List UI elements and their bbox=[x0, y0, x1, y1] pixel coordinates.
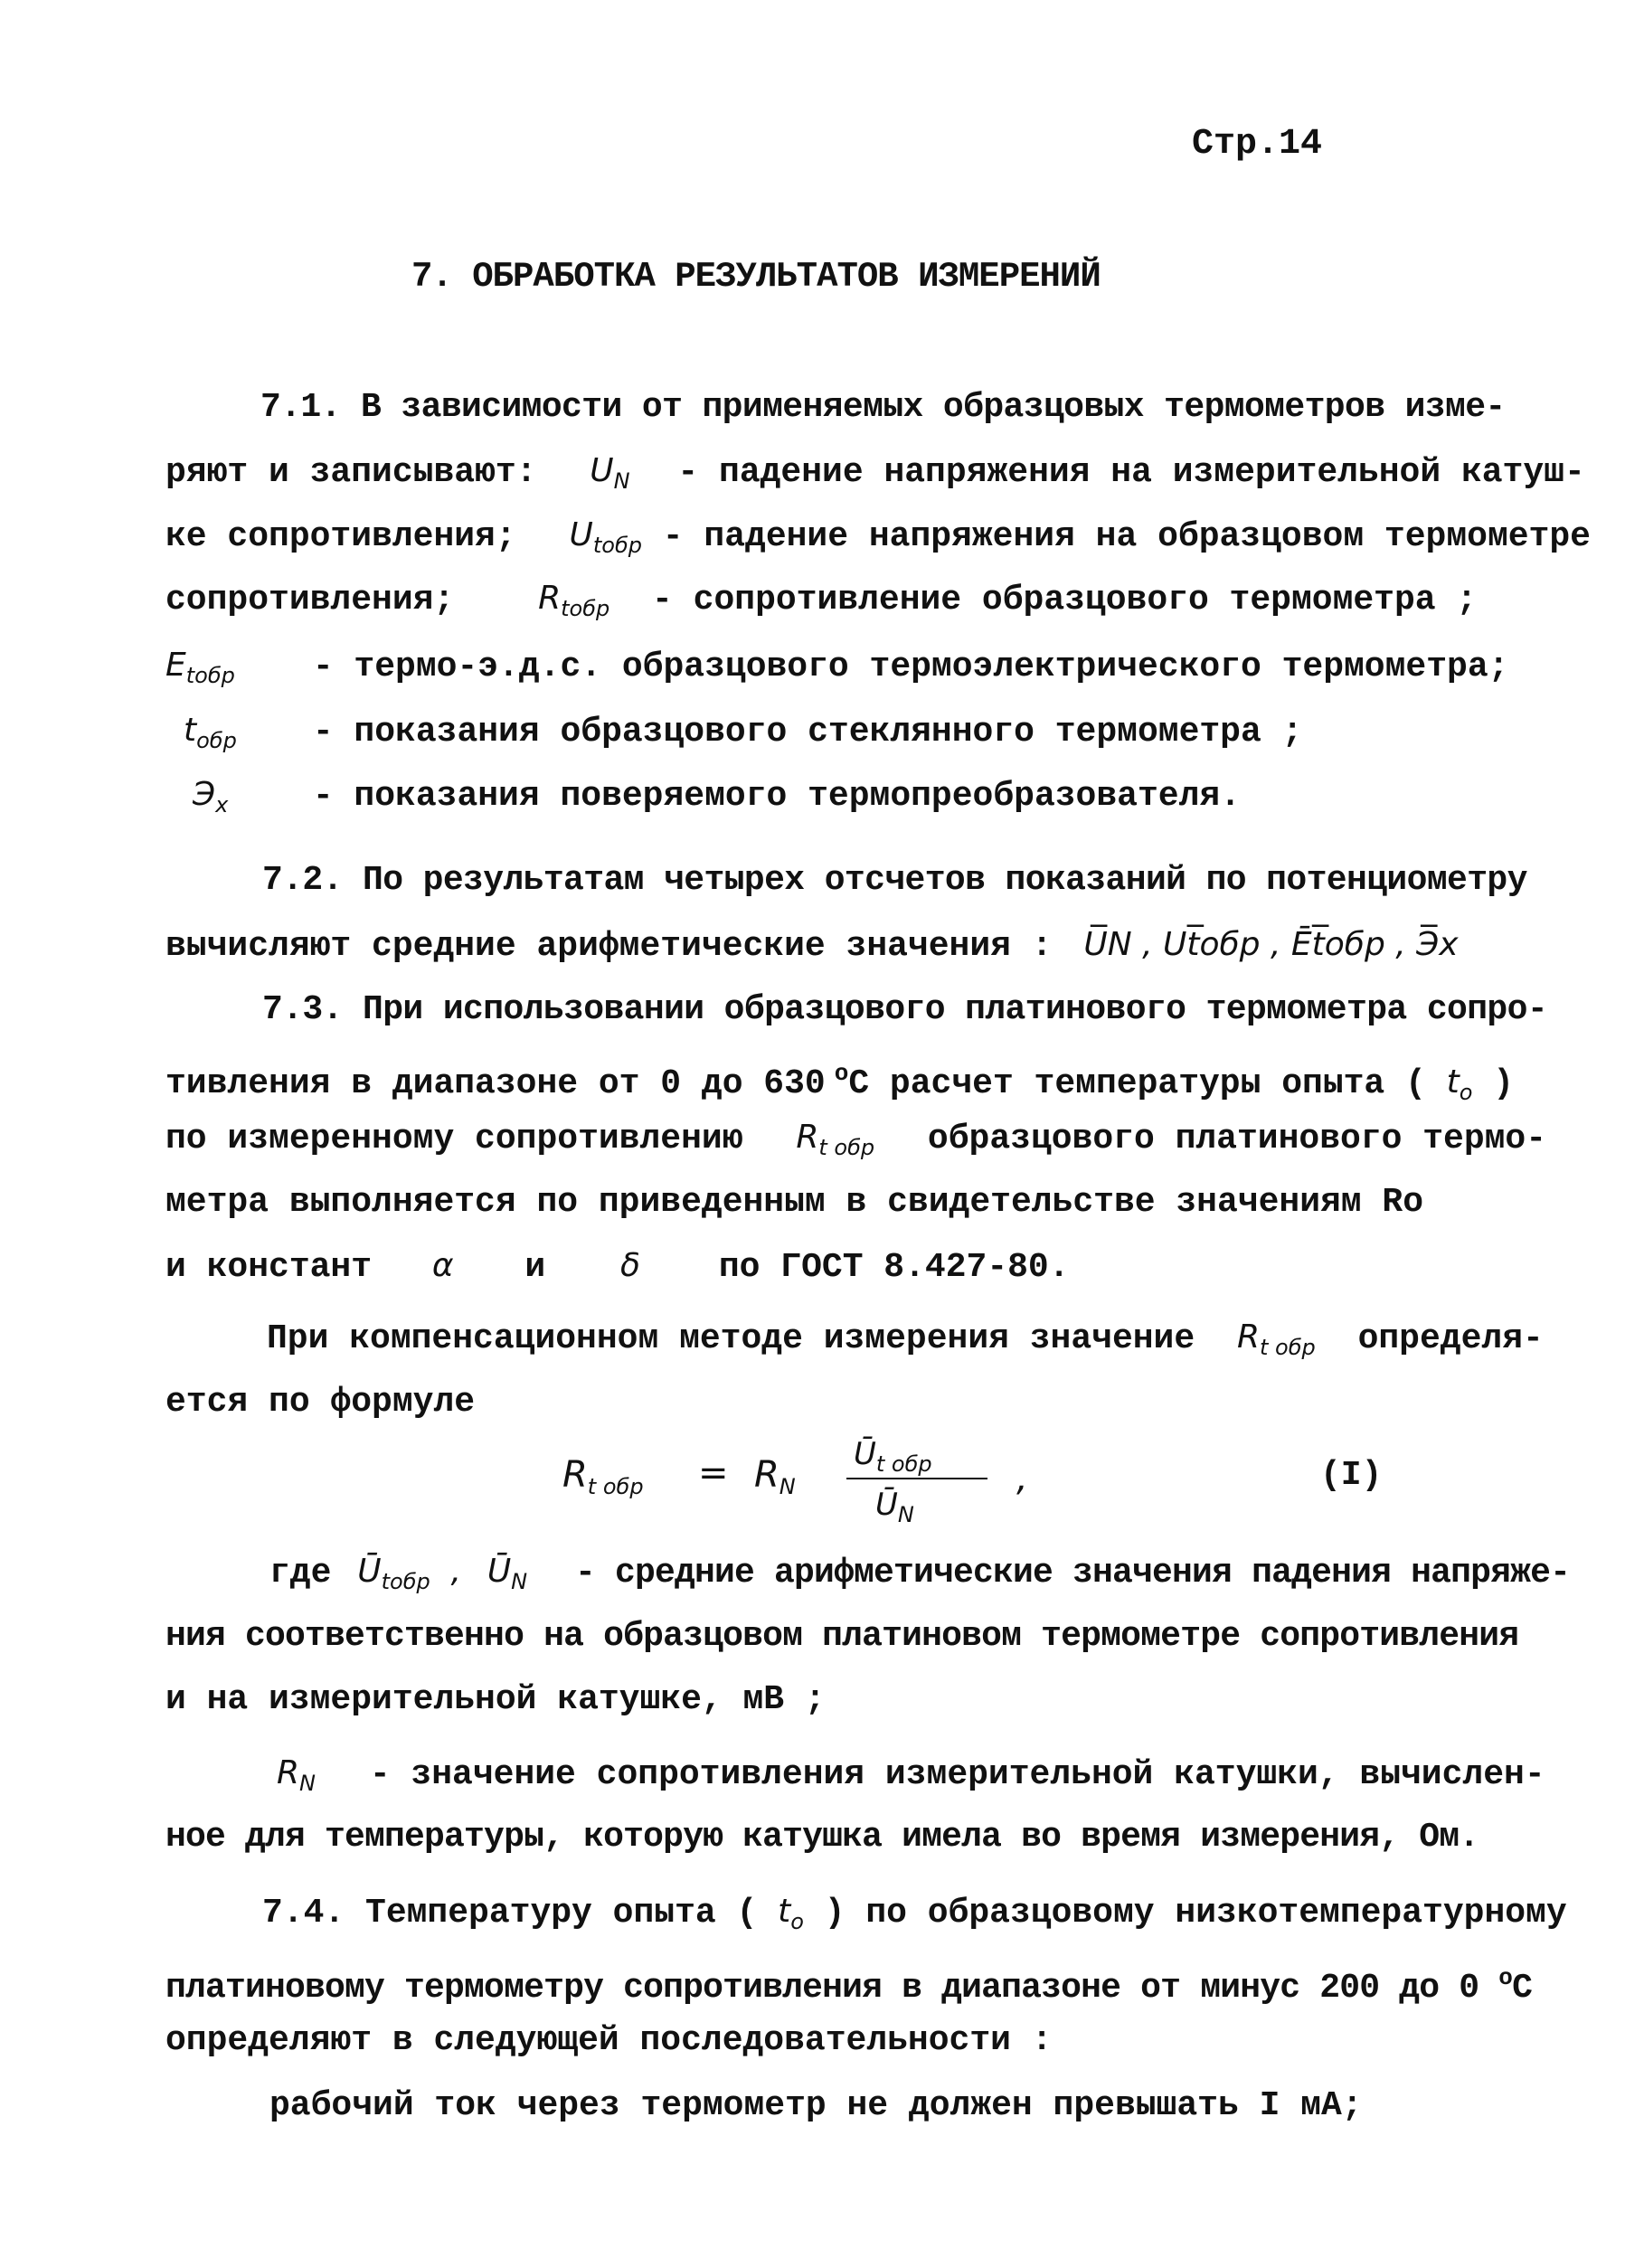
p74-line2: платиновому термометру сопротивления в диапазоне от минус 200 до 0 $^о$С bbox=[165, 1964, 1533, 2008]
p73-line2: тивления в диапазоне от 0 до 630 $^о$С расчет температуры опыта ( $t_о$ ) bbox=[165, 1060, 1515, 1105]
p74-line4: рабочий ток через термометр не должен превышать I мА; bbox=[269, 2086, 1363, 2125]
formula-rn: $R_N$ bbox=[754, 1454, 796, 1499]
p73b-line2: ется по формуле bbox=[165, 1383, 476, 1422]
page-number: Стр.14 bbox=[1192, 124, 1323, 165]
p73-line1: 7.3. При использовании образцового платинового термометра сопро- bbox=[262, 990, 1548, 1029]
p74-line3: определяют в следующей последовательности : bbox=[165, 2021, 1053, 2060]
p74-line1: 7.4. Температуру опыта ( $t_о$ ) по образцовому низкотемпературному bbox=[262, 1893, 1567, 1934]
fraction-bar bbox=[846, 1478, 987, 1479]
formula-comma: , bbox=[1016, 1458, 1028, 1499]
formula-lhs: $R_{t обр}$ bbox=[562, 1454, 644, 1499]
p73-line5: и констант α и δ по ГОСТ 8.427-80. bbox=[165, 1247, 1070, 1287]
p71-line5: $E_{tобр}$ - термо-э.д.с. образцового термоэлектрического термометра; bbox=[165, 647, 1509, 688]
formula-number: (I) bbox=[1320, 1456, 1383, 1495]
p73c-line5: ное для температуры, которую катушка имела во время измерения, Ом. bbox=[165, 1818, 1479, 1857]
p73c-line2: ния соответственно на образцовом платиновом термометре сопротивления bbox=[165, 1617, 1519, 1656]
p72-line2: вычисляют средние арифметические значения : U̅N , Ut̅обр , Ēt̅обр , Э̅x bbox=[165, 926, 1459, 966]
p73b-line1: При компенсационном методе измерения значение $R_{t обр}$ определя- bbox=[267, 1318, 1544, 1360]
p71-line3: ке сопротивления; $U_{tобр}$ - падение напряжения на образцовом термометре bbox=[165, 516, 1591, 558]
section-heading: 7. ОБРАБОТКА РЕЗУЛЬТАТОВ ИЗМЕРЕНИЙ bbox=[411, 257, 1101, 297]
formula-equals: = bbox=[698, 1452, 729, 1494]
p71-line4: сопротивления; $R_{tобр}$ - сопротивление образцового термометра ; bbox=[165, 580, 1478, 621]
p73c-line1: где $Ū_{tобр}$ , $Ū_N$ - средние арифметические значения падения напряже- bbox=[269, 1553, 1571, 1594]
p71-line1: 7.1. В зависимости от применяемых образцовых термометров изме- bbox=[260, 388, 1506, 427]
p72-line1: 7.2. По результатам четырех отсчетов показаний по потенциометру bbox=[262, 861, 1527, 900]
p71-line7: $Э_x$ - показания поверяемого термопреобразователя. bbox=[193, 776, 1241, 817]
formula-numerator: $Ū_{t обр}$ bbox=[854, 1436, 932, 1477]
formula-denominator: $Ū_N$ bbox=[875, 1487, 914, 1527]
p71-line6: $t_{обр}$ - показания образцового стеклянного термометра ; bbox=[184, 712, 1303, 753]
p73-line3: по измеренному сопротивлению $R_{t обр}$ образцового платинового термо- bbox=[165, 1119, 1547, 1160]
p73-line4: метра выполняется по приведенным в свидетельстве значениям Ro bbox=[165, 1183, 1424, 1222]
p73c-line3: и на измерительной катушке, мВ ; bbox=[165, 1680, 826, 1719]
p73c-line4: $R_N$ - значение сопротивления измерительной катушки, вычислен- bbox=[277, 1754, 1545, 1796]
p71-line2: ряют и записывают: $U_N$ - падение напряжения на измерительной катуш- bbox=[165, 452, 1585, 494]
